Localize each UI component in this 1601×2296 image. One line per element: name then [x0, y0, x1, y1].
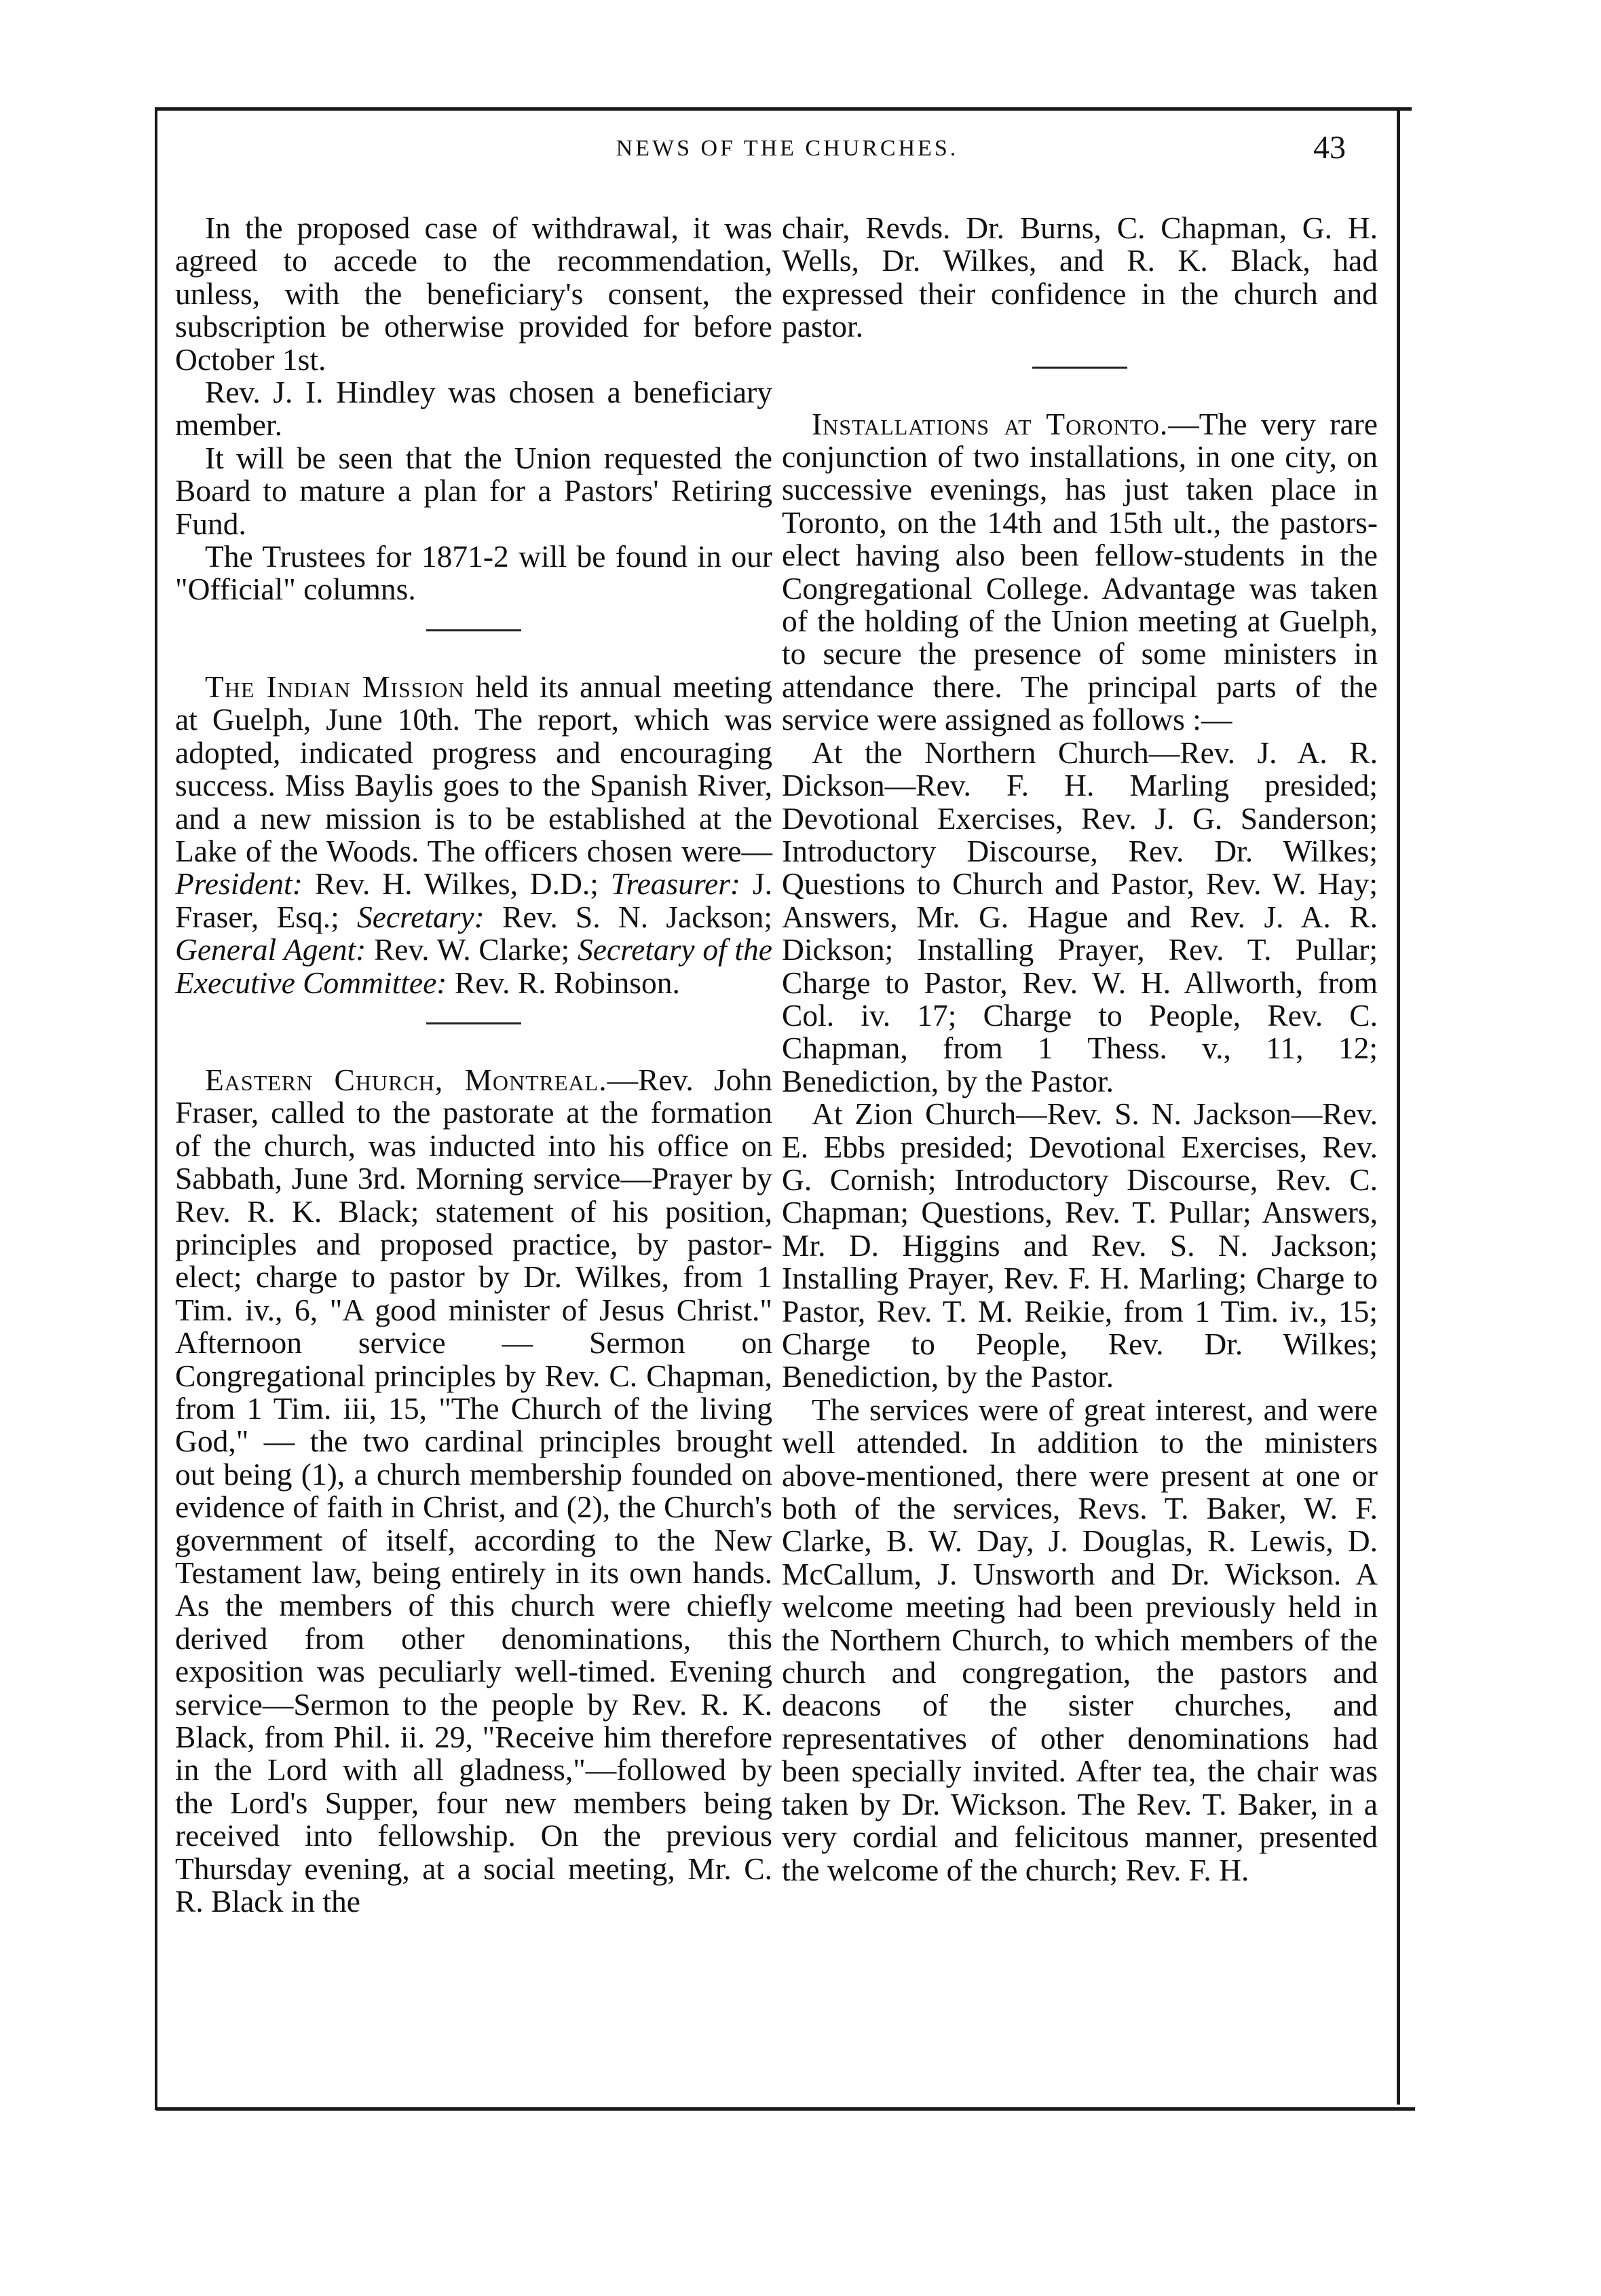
article-eastern-church: Eastern Church, Montreal.—Rev. John Fraser, called to the pastorate at the formation of the church, was inducted into his office on Sabbath, June 3rd. Morning service—Prayer by Rev. R. K. Black; statement of his position, principles and proposed practice, by pastor-elect; charge to pastor by Dr. Wilkes, from 1 Tim. iv., 6, "A good minister of Jesus Christ." Afternoon service — Sermon on Congregational principles by Rev. C. Chapman, from 1 Tim. iii, 15, "The Church of the living God," — the two cardinal principles brought out being (1), a church membership founded on evidence of faith in Christ, and (2), the Church's government of itself, according to the New Testament law, being entirely in its own hands. As the members of this church were chiefly derived from other denominations, this exposition was peculiarly well-timed. Evening service—Sermon to the people by Rev. R. K. Black, from Phil. ii. 29, "Receive him therefore in the Lord with all gladness,"—followed by the Lord's Supper, four new members being received into fellowship. On the previous Thursday evening, at a social meeting, Mr. C. R. Black in the: [175, 1062, 772, 1919]
page-border-bottom: [156, 2107, 1415, 2111]
left-column: [175, 212, 772, 1919]
paragraph-retiring-fund: It will be seen that the Union requested the Board to mature a plan for a Pastors' Retiring Fund.: [175, 440, 772, 541]
running-title: NEWS OF THE CHURCHES.: [616, 136, 959, 161]
section-divider: [426, 1022, 521, 1024]
page-number: 43: [1313, 130, 1346, 166]
page-border-right: [1397, 109, 1400, 2105]
paragraph-services: The services were of great interest, and were well attended. In addition to the ministers above-mentioned, there were present at one or both of the services, Revs. T. Baker, W. F. Clarke, B. W. Day, J. Douglas, R. Lewis, D. McCallum, J. Unsworth and Dr. Wickson. A welcome meeting had been previously held in the Northern Church, to which members of the church and congregation, the pastors and deacons of the sister churches, and representatives of other denominations had been specially invited. After tea, the chair was taken by Dr. Wickson. The Rev. T. Baker, in a very cordial and felicitous manner, presented the welcome of the church; Rev. F. H.: [782, 1392, 1378, 1887]
article-heading: The Indian Mission: [205, 669, 465, 704]
paragraph-continuation: chair, Revds. Dr. Burns, C. Chapman, G. H. Wells, Dr. Wilkes, and R. K. Black, had expressed their confidence in the church and pastor.: [782, 210, 1378, 344]
article-installations: Installations at Toronto.—The very rare conjunction of two installations, in one city, on successive evenings, has just taken place in Toronto, on the 14th and 15th ult., the pastors-elect having also been fellow-students in the Congregational College. Advantage was taken of the holding of the Union meeting at Guelph, to secure the presence of some ministers in attendance there. The principal parts of the service were assigned as follows :—: [782, 406, 1378, 737]
article-heading: Installations at Toronto.: [812, 406, 1169, 441]
paragraph-withdrawal: In the proposed case of withdrawal, it was agreed to accede to the recommendation, unless, with the beneficiary's consent, the subscription be otherwise provided for before October 1st.: [175, 210, 772, 377]
page-border-top: [156, 107, 1412, 111]
paragraph-zion-church: At Zion Church—Rev. S. N. Jackson—Rev. E. Ebbs presided; Devotional Exercises, Rev. G. Cornish; Introductory Discourse, Rev. C. Chapman; Questions, Rev. T. Pullar; Answers, Mr. D. Higgins and Rev. S. N. Jackson; Installing Prayer, Rev. F. H. Marling; Charge to Pastor, Rev. T. M. Reikie, from 1 Tim. iv., 15; Charge to People, Rev. Dr. Wilkes; Benediction, by the Pastor.: [782, 1096, 1378, 1394]
section-divider: [1032, 367, 1127, 369]
paragraph-trustees: The Trustees for 1871-2 will be found in our "Official" columns.: [175, 539, 772, 607]
right-column: [782, 212, 1378, 1887]
paragraph-northern-church: At the Northern Church—Rev. J. A. R. Dickson—Rev. F. H. Marling presided; Devotional Exercises, Rev. J. G. Sanderson; Introductory Discourse, Rev. Dr. Wilkes; Questions to Church and Pastor, Rev. W. Hay; Answers, Mr. G. Hague and Rev. J. A. R. Dickson; Installing Prayer, Rev. T. Pullar; Charge to Pastor, Rev. W. H. Allworth, from Col. iv. 17; Charge to People, Rev. C. Chapman, from 1 Thess. v., 11, 12; Benediction, by the Pastor.: [782, 735, 1378, 1098]
page-border-left: [155, 107, 157, 2110]
article-indian-mission: The Indian Mission held its annual meeting at Guelph, June 10th. The report, which was adopted, indicated progress and encouraging success. Miss Baylis goes to the Spanish River, and a new mission is to be established at the Lake of the Woods. The officers chosen were—President: Rev. H. Wilkes, D.D.; Treasurer: J. Fraser, Esq.; Secretary: Rev. S. N. Jackson; General Agent: Rev. W. Clarke; Secretary of the Executive Committee: Rev. R. Robinson.: [175, 669, 773, 1000]
article-heading: Eastern Church, Montreal.: [205, 1062, 607, 1097]
paragraph-hindley: Rev. J. I. Hindley was chosen a beneficiary member.: [175, 375, 772, 443]
section-divider: [426, 629, 521, 631]
